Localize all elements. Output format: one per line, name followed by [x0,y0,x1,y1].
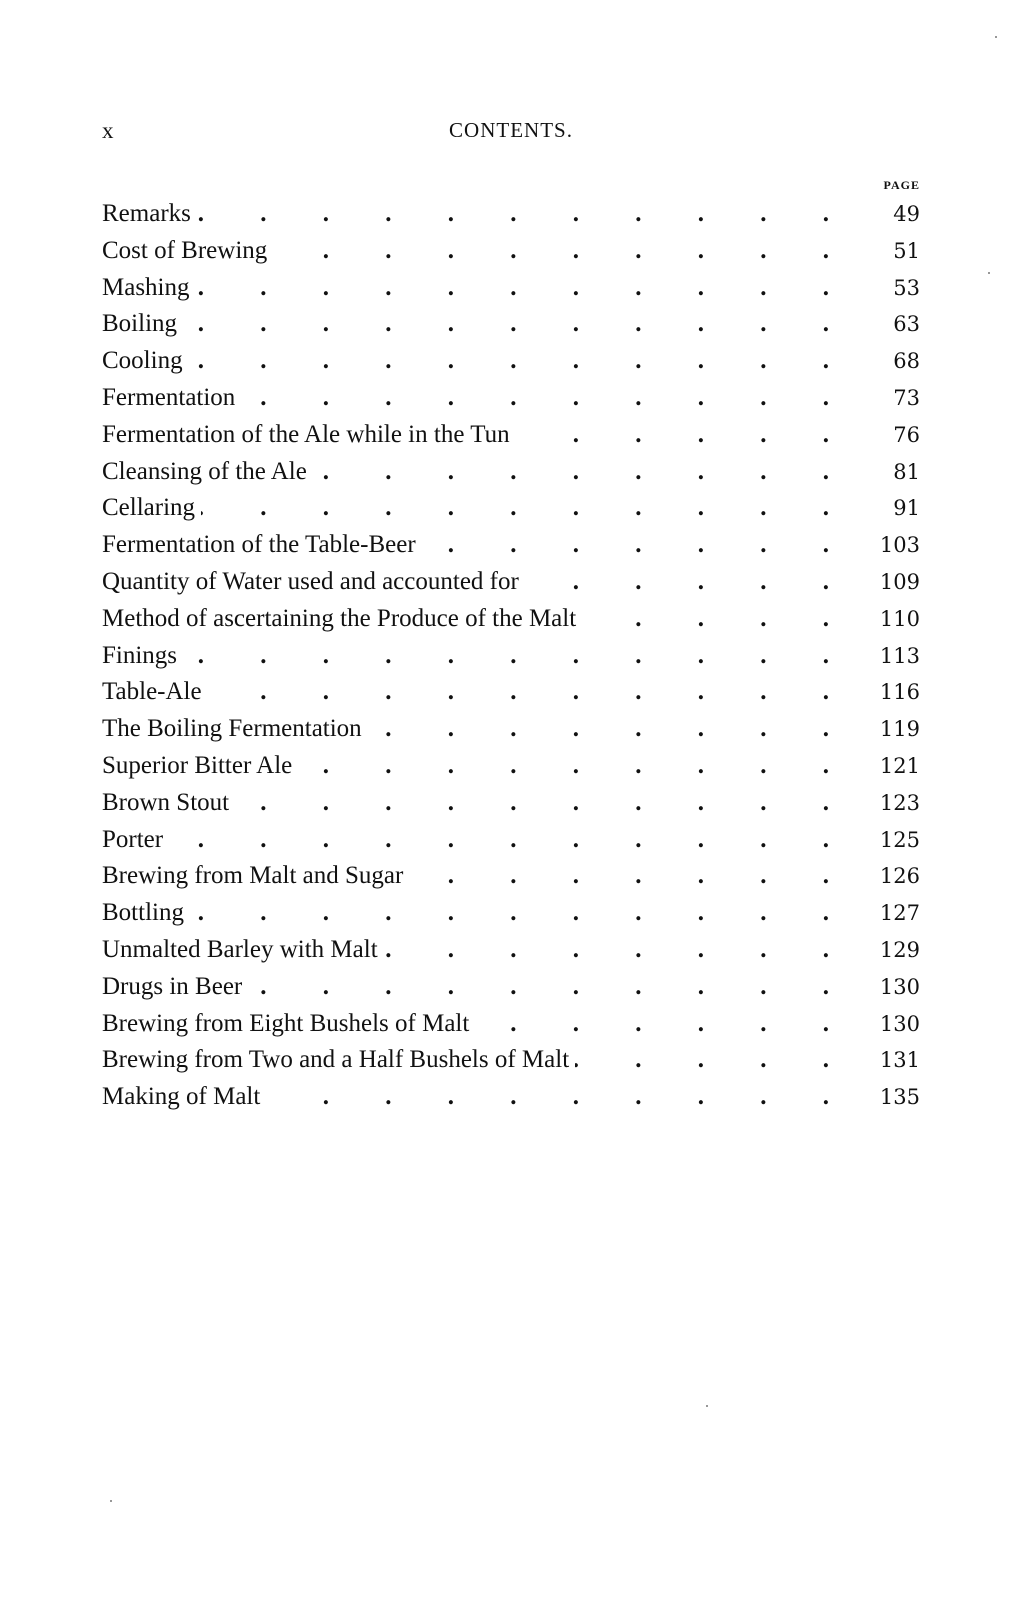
paper-speck [995,36,997,38]
toc-entry-page: 68 [893,349,920,374]
dot-leader [169,822,854,859]
toc-entry-title: Finings [102,641,178,669]
toc-entry [102,270,920,307]
toc-entry-page: 121 [879,753,920,778]
page-title: CONTENTS. [449,118,573,142]
toc-entry-page: 110 [879,606,920,631]
paper-speck [110,1500,112,1502]
dot-leader [516,417,854,454]
toc-entry [102,1079,920,1116]
toc-entry [102,343,920,380]
dot-leader [475,1006,854,1043]
toc-entry-page: 126 [879,864,920,889]
page-number: x [102,118,115,143]
toc-entry-title: The Boiling Fermentation [102,715,362,743]
toc-entry [102,785,920,822]
toc-entry-title: Brewing from Eight Bushels of Malt [102,1009,470,1037]
paper-speck [706,1405,708,1407]
toc-entry-page: 49 [893,202,920,226]
dot-leader [197,196,854,233]
toc-entry [102,822,920,859]
toc-entry-page: 53 [893,275,920,300]
dot-leader [575,1042,854,1079]
toc-entry-title: Unmalted Barley with Malt [102,935,378,963]
toc-entry-title: Fermentation of the Table-Beer [102,531,416,559]
toc-entry-title: Brown Stout [102,788,230,816]
page-column-heading: PAGE [883,178,920,192]
toc-entry-title: Boiling [102,310,178,338]
toc-entry-title: Making of Malt [102,1083,261,1111]
toc-entry-title: Remarks [102,200,191,227]
toc-entry [102,895,920,932]
dot-leader [208,674,854,711]
toc-entry-page: 76 [893,422,920,447]
toc-entry-title: Porter [102,825,164,853]
dot-leader [241,380,854,417]
toc-entry [102,564,920,601]
toc-entry-title: Method of ascertaining the Produce of the Malt [102,604,577,632]
toc-entry-title: Cellaring [102,494,196,522]
toc-entry [102,196,920,233]
dot-leader [189,343,854,380]
toc-entry-page: 130 [879,974,920,999]
toc-entry [102,858,920,895]
toc-entry-page: 127 [879,901,920,926]
toc-entry [102,233,920,270]
toc-entry-page: 129 [879,937,920,962]
toc-entry-title: Quantity of Water used and accounted for [102,567,519,595]
dot-leader [409,858,854,895]
toc-entry-page: 103 [879,533,920,558]
toc-entry-page: 81 [893,459,920,484]
dot-leader [196,270,855,307]
toc-entry-page: 91 [893,496,920,521]
toc-entry-title: Brewing from Two and a Half Bushels of Malt [102,1046,570,1074]
toc-entry-page: 113 [879,643,920,668]
toc-entry-title: Table-Ale [102,678,202,706]
toc-entry-page: 63 [893,312,920,337]
dot-leader [313,454,854,491]
dot-leader [384,932,854,969]
toc-entry-title: Bottling [102,899,184,927]
dot-leader [298,748,854,785]
toc-entry [102,306,920,343]
toc-entry-title: Cooling [102,347,183,375]
toc-entry [102,527,920,564]
toc-entry-page: 73 [893,385,920,410]
toc-entry [102,638,920,675]
running-head [102,118,920,148]
toc-entry [102,1042,920,1079]
contents-list [102,196,920,1116]
toc-entry [102,490,920,527]
toc-entry [102,1006,920,1043]
toc-entry-page: 130 [879,1011,920,1036]
toc-entry-title: Cost of Brewing [102,236,268,264]
toc-entry [102,601,920,638]
toc-entry-title: Superior Bitter Ale [102,751,293,779]
toc-entry-title: Fermentation of the Ale while in the Tun [102,420,510,448]
dot-leader [582,601,854,638]
toc-entry-title: Brewing from Malt and Sugar [102,862,404,890]
toc-entry [102,969,920,1006]
dot-leader [525,564,854,601]
toc-entry [102,711,920,748]
toc-entry-title: Mashing [102,273,190,301]
toc-entry-page: 123 [879,790,920,815]
toc-entry [102,417,920,454]
toc-entry-title: Fermentation [102,383,236,411]
toc-entry [102,454,920,491]
dot-leader [183,638,854,675]
toc-entry [102,748,920,785]
toc-entry-page: 109 [879,569,920,594]
dot-leader [266,1079,854,1116]
toc-entry-page: 116 [879,680,920,705]
toc-entry [102,380,920,417]
dot-leader [235,785,854,822]
dot-leader [183,306,854,343]
dot-leader [201,490,854,527]
toc-entry-page: 131 [879,1048,920,1073]
dot-leader [190,895,854,932]
toc-entry-page: 135 [879,1085,920,1110]
toc-entry-title: Drugs in Beer [102,972,243,1000]
dot-leader [273,233,854,270]
toc-entry-page: 119 [879,717,920,742]
toc-entry-page: 51 [893,238,920,263]
dot-leader [422,527,854,564]
dot-leader [248,969,854,1006]
paper-speck [988,272,990,274]
toc-entry-title: Cleansing of the Ale [102,457,307,485]
toc-entry [102,932,920,969]
toc-entry-page: 125 [879,827,920,852]
toc-entry [102,674,920,711]
dot-leader [368,711,854,748]
